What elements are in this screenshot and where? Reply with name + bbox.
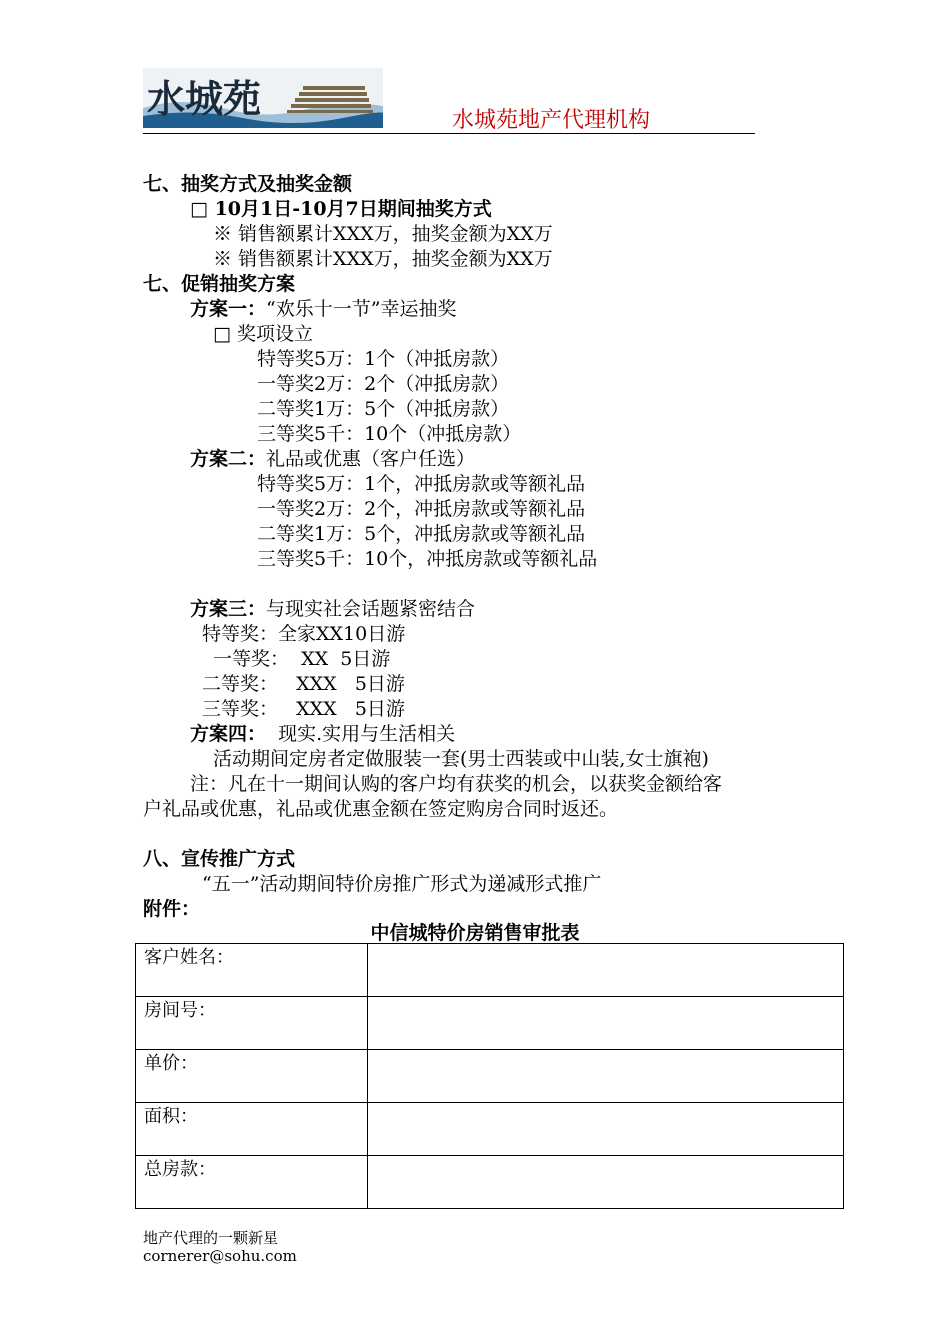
plan-1-setup: □ 奖项设立 <box>213 323 313 345</box>
attachment-label: 附件： <box>143 898 201 920</box>
table-row <box>136 1050 844 1103</box>
section-7-period: □ 10月1日-10月7日期间抽奖方式 <box>190 198 492 220</box>
table-value-cell <box>368 997 844 1050</box>
table-value-cell <box>368 1103 844 1156</box>
plan-4-label: 方案四： <box>190 723 267 745</box>
table-row-label: 面积： <box>136 1103 368 1156</box>
section-8-text: “五一”活动期间特价房推广形式为递减形式推广 <box>202 873 602 895</box>
plan-1-prize: 二等奖1万：5个（冲抵房款） <box>257 398 510 420</box>
section-7b-title: 七、促销抽奖方案 <box>143 273 296 295</box>
company-logo <box>143 68 383 128</box>
approval-table <box>135 943 844 1209</box>
plan-4 <box>190 722 455 746</box>
footer-slogan: 地产代理的一颗新星 <box>143 1229 279 1247</box>
plan-3-label: 方案三： <box>190 598 267 620</box>
plan-2-prize: 二等奖1万：5个，冲抵房款或等额礼品 <box>257 523 586 545</box>
section-8-title: 八、宣传推广方式 <box>143 848 296 870</box>
plan-2-prize: 一等奖2万：2个，冲抵房款或等额礼品 <box>257 498 586 520</box>
plan-1-prize: 三等奖5千：10个（冲抵房款） <box>257 423 522 445</box>
plan-2 <box>190 447 475 471</box>
table-row <box>136 1156 844 1209</box>
org-name: 水城苑地产代理机构 <box>452 108 651 133</box>
plan-3-text: 与现实社会话题紧密结合 <box>266 598 476 620</box>
plan-1-text: “欢乐十一节”幸运抽奖 <box>266 298 457 320</box>
plan-1 <box>190 297 456 321</box>
plan-2-label: 方案二： <box>190 448 267 470</box>
section-7-item: ※ 销售额累计XXX万，抽奖金额为XX万 <box>213 223 553 245</box>
plan-2-prize: 三等奖5千：10个，冲抵房款或等额礼品 <box>257 548 598 570</box>
plan-2-prize: 特等奖5万：1个，冲抵房款或等额礼品 <box>257 473 586 495</box>
table-row <box>136 1103 844 1156</box>
logo-text: 水城苑 <box>147 77 262 121</box>
plan-2-text: 礼品或优惠（客户任选） <box>266 448 476 470</box>
plan-3-prize: 特等奖：全家XX10日游 <box>202 623 406 645</box>
footer-email: cornerer@sohu.com <box>143 1247 297 1265</box>
plan-3-prize: 三等奖： XXX 5日游 <box>202 698 405 720</box>
header-divider <box>143 133 755 134</box>
table-value-cell <box>368 944 844 997</box>
plan-3 <box>190 597 475 621</box>
table-row-label: 总房款： <box>136 1156 368 1209</box>
section-7-title: 七、抽奖方式及抽奖金额 <box>143 173 353 195</box>
table-row-label: 单价： <box>136 1050 368 1103</box>
table-value-cell <box>368 1050 844 1103</box>
note-line: 户礼品或优惠，礼品或优惠金额在签定购房合同时返还。 <box>143 798 619 820</box>
plan-4-text: 现实.实用与生活相关 <box>266 723 456 745</box>
table-row-label: 房间号： <box>136 997 368 1050</box>
table-title: 中信城特价房销售审批表 <box>370 922 580 944</box>
plan-3-prize: 一等奖： XX 5日游 <box>213 648 391 670</box>
note-line: 注：凡在十一期间认购的客户均有获奖的机会，以获奖金额给客 <box>190 773 723 795</box>
table-value-cell <box>368 1156 844 1209</box>
plan-1-prize: 特等奖5万：1个（冲抵房款） <box>257 348 510 370</box>
section-7-item: ※ 销售额累计XXX万，抽奖金额为XX万 <box>213 248 553 270</box>
plan-1-prize: 一等奖2万：2个（冲抵房款） <box>257 373 510 395</box>
plan-3-prize: 二等奖： XXX 5日游 <box>202 673 405 695</box>
plan-4-detail: 活动期间定房者定做服装一套(男士西装或中山装,女士旗袍) <box>213 748 709 770</box>
plan-1-label: 方案一： <box>190 298 267 320</box>
table-row <box>136 944 844 997</box>
table-row <box>136 997 844 1050</box>
table-row-label: 客户姓名： <box>136 944 368 997</box>
